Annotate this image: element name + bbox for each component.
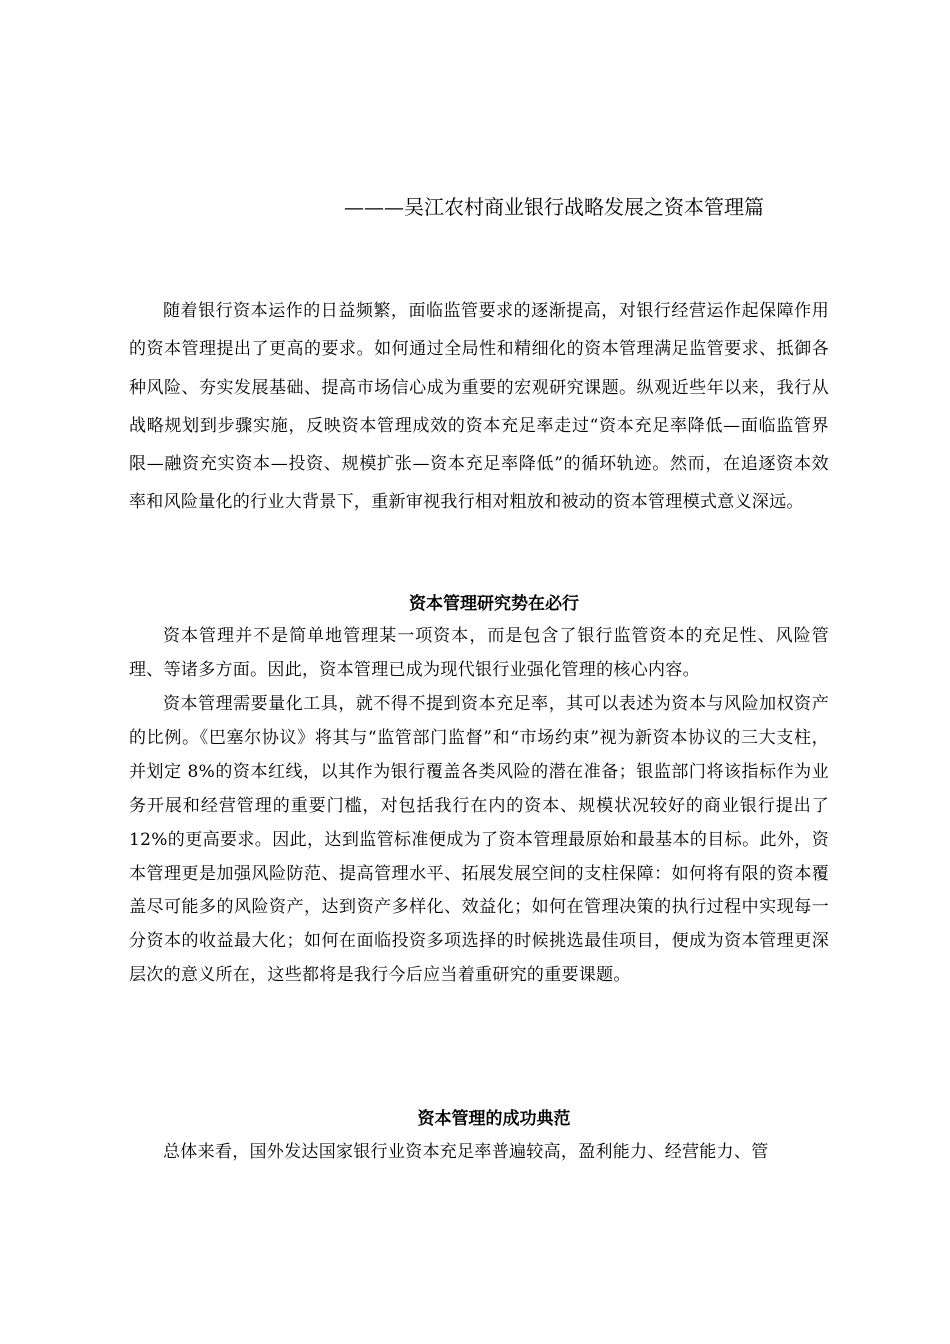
section-heading: 资本管理的成功典范 — [417, 1109, 571, 1129]
body-paragraph: 总体来看，国外发达国家银行业资本充足率普遍较高，盈利能力、经营能力、管 — [163, 1142, 769, 1162]
body-paragraph: 资本管理需要量化工具，就不得不提到资本充足率，其可以表述为资本与风险加权资产的比例。《巴塞尔协议》将其与“监管部门监督”和“市场约束”视为新资本协议的三大支柱，并划定 8%的资本红线，以其作为银行覆盖各类风险的潜在准备；银监部门将该指标作为业务开展和经营管理的重要门槛，对包括我行在内的资本、规模状况较好的商业银行提出了 12%的更高要求。因此，达到监管标准便成为了资本管理最原始和最基本的目标。此外，资本管理更是加强风险防范、提高管理水平、拓展发展空间的支柱保障：如何将有限的资本覆盖尽可能多的风险资产，达到资产多样化、效益化；如何在管理决策的执行过程中实现每一分资本的收益最大化；如何在面临投资多项选择的时候挑选最佳项目，便成为资本管理更深层次的意义所在，这些都将是我行今后应当着重研究的重要课题。 — [129, 694, 829, 986]
body-paragraph: 资本管理并不是简单地管理某一项资本，而是包含了银行监管资本的充足性、风险管理、等诸多方面。因此，资本管理已成为现代银行业强化管理的核心内容。 — [129, 626, 829, 680]
intro-paragraph: 随着银行资本运作的日益频繁，面临监管要求的逐渐提高，对银行经营运作起保障作用的资本管理提出了更高的要求。如何通过全局性和精细化的资本管理满足监管要求、抵御各种风险、夯实发展基础、提高市场信心成为重要的宏观研究课题。纵观近些年以来，我行从战略规划到步骤实施，反映资本管理成效的资本充足率走过“资本充足率降低—面临监管界限—融资充实资本—投资、规模扩张—资本充足率降低”的循环轨迹。然而，在追逐资本效率和风险量化的行业大背景下，重新审视我行相对粗放和被动的资本管理模式意义深远。 — [129, 301, 829, 513]
article-subtitle: ———吴江农村商业银行战略发展之资本管理篇 — [344, 195, 764, 219]
section-heading: 资本管理研究势在必行 — [409, 594, 579, 614]
